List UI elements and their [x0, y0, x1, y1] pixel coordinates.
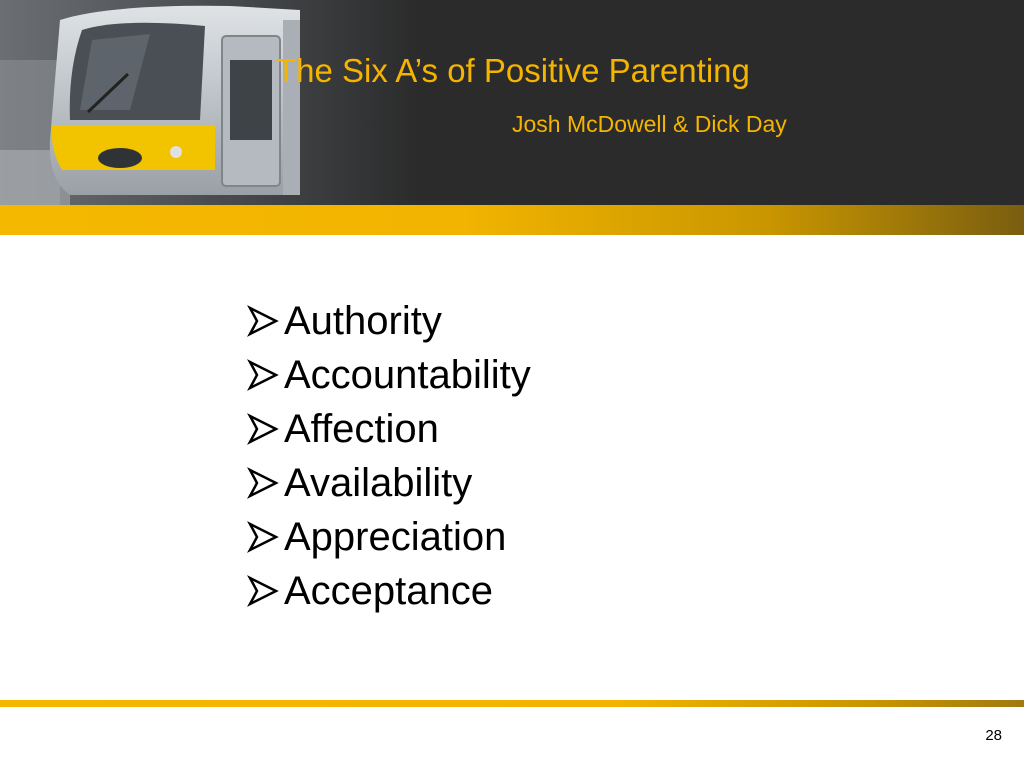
footer-accent-line	[0, 700, 1024, 707]
list-item	[246, 564, 531, 618]
bullet-text: Affection	[284, 406, 439, 451]
list-item	[246, 348, 531, 402]
slide-subtitle: Josh McDowell & Dick Day	[512, 111, 787, 137]
arrowhead-bullet-icon	[246, 466, 280, 500]
bullet-text: Availability	[284, 460, 473, 505]
arrowhead-bullet-icon	[246, 358, 280, 392]
list-item	[246, 402, 531, 456]
train-photo	[0, 0, 420, 205]
arrowhead-bullet-icon	[246, 574, 280, 608]
bullet-text: Appreciation	[284, 514, 507, 559]
bullet-text: Authority	[284, 298, 442, 343]
slide-header	[0, 0, 1024, 205]
list-item	[246, 456, 531, 510]
arrowhead-bullet-icon	[246, 520, 280, 554]
list-item	[246, 510, 531, 564]
list-item	[246, 294, 531, 348]
header-accent-band	[0, 205, 1024, 235]
bullet-text: Accountability	[284, 352, 531, 397]
bullet-list	[246, 294, 531, 618]
bullet-text: Acceptance	[284, 568, 494, 613]
arrowhead-bullet-icon	[246, 304, 280, 338]
arrowhead-bullet-icon	[246, 412, 280, 446]
page-number: 28	[985, 727, 1002, 744]
slide-title: The Six A’s of Positive Parenting	[276, 52, 750, 89]
